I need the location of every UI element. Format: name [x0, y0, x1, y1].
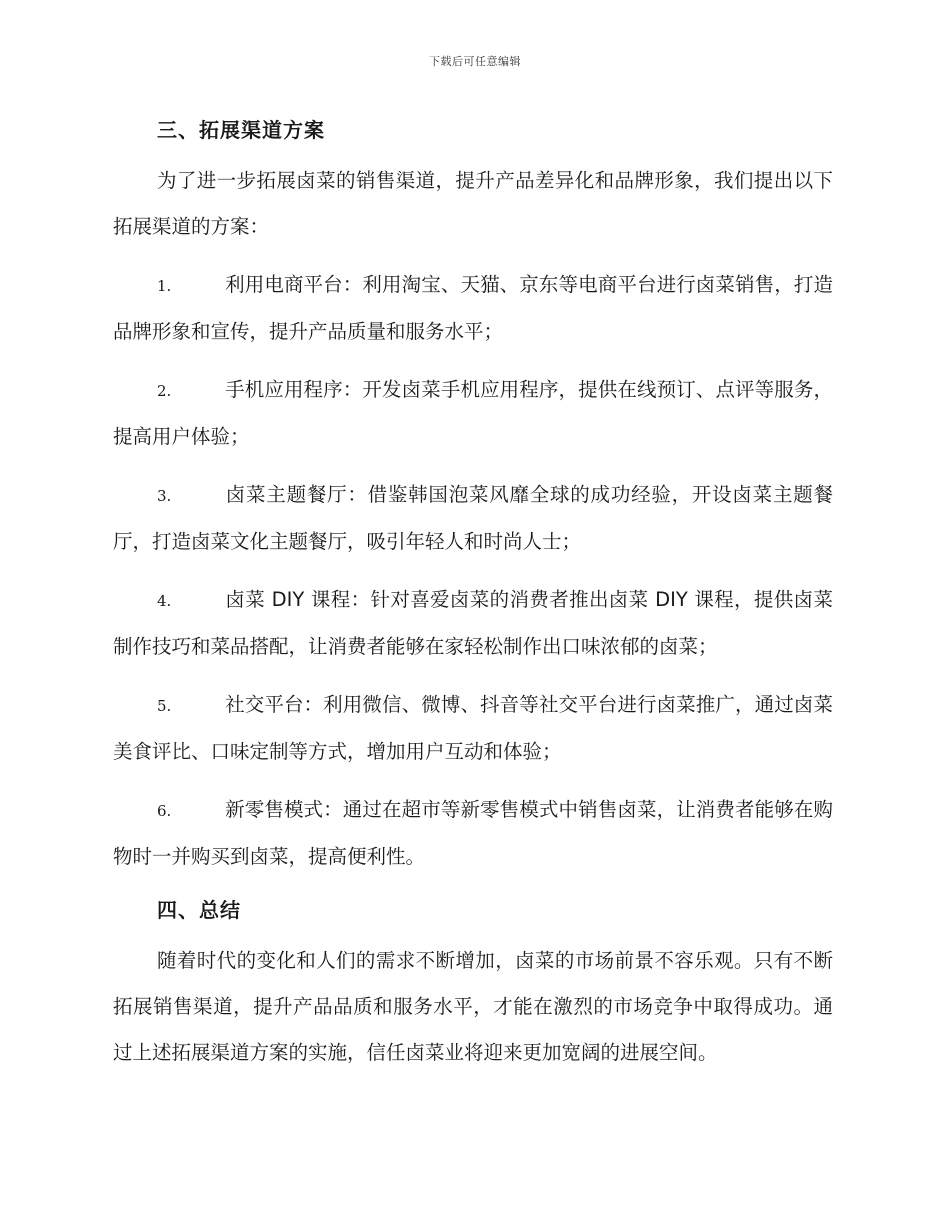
- list-item-number: 6.: [157, 802, 172, 820]
- list-item-number: 1.: [157, 277, 172, 295]
- document-content: [113, 112, 833, 1076]
- section-heading-expand-channels: 三、拓展渠道方案: [157, 118, 325, 142]
- section-intro-paragraph: 为了进一步拓展卤菜的销售渠道，提升产品差异化和品牌形象，我们提出以下拓展渠道的方案：: [113, 169, 833, 238]
- channel-plan-list: [113, 262, 833, 880]
- list-item-text: 利用电商平台：利用淘宝、天猫、京东等电商平台进行卤菜销售，打造品牌形象和宣传，提升产品质量和服务水平；: [113, 273, 833, 343]
- list-item-number: 4.: [157, 592, 172, 610]
- summary-paragraph: 随着时代的变化和人们的需求不断增加，卤菜的市场前景不容乐观。只有不断拓展销售渠道，提升产品品质和服务水平，才能在激烈的市场竞争中取得成功。通过上述拓展渠道方案的实施，信任卤菜业将迎来更加宽阔的进展空间。: [113, 949, 833, 1064]
- list-item-text: 社交平台：利用微信、微博、抖音等社交平台进行卤菜推广，通过卤菜美食评比、口味定制等方式，增加用户互动和体验；: [113, 693, 833, 763]
- header-note: 下载后可任意编辑: [429, 55, 521, 68]
- section-heading-summary: 四、总结: [157, 898, 241, 922]
- list-item: [113, 787, 833, 880]
- list-item: [113, 472, 833, 565]
- list-item-number: 5.: [157, 697, 172, 715]
- list-item: [113, 367, 833, 460]
- list-item: [113, 682, 833, 775]
- list-item-text: 卤菜 DIY 课程：针对喜爱卤菜的消费者推出卤菜 DIY 课程，提供卤菜制作技巧和菜品搭配，让消费者能够在家轻松制作出口味浓郁的卤菜；: [113, 588, 833, 658]
- list-item: [113, 577, 833, 670]
- list-item-text: 新零售模式：通过在超市等新零售模式中销售卤菜，让消费者能够在购物时一并购买到卤菜，提高便利性。: [113, 798, 833, 868]
- list-item: [113, 262, 833, 355]
- list-item-number: 3.: [157, 487, 172, 505]
- list-item-text: 手机应用程序：开发卤菜手机应用程序，提供在线预订、点评等服务，提高用户体验；: [113, 378, 833, 448]
- list-item-text: 卤菜主题餐厅：借鉴韩国泡菜风靡全球的成功经验，开设卤菜主题餐厅，打造卤菜文化主题餐厅，吸引年轻人和时尚人士；: [113, 483, 833, 553]
- list-item-number: 2.: [157, 382, 172, 400]
